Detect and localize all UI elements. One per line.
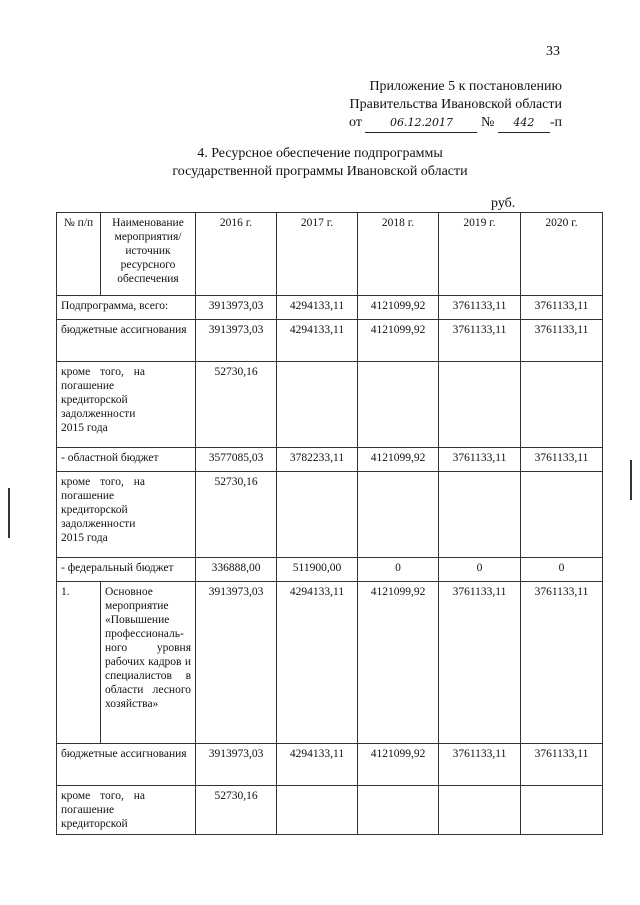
- page-number: 33: [546, 44, 560, 59]
- cell-2018: 4121099,92: [358, 582, 439, 744]
- cell-2020: 3761133,11: [521, 296, 603, 320]
- cell-2020: [521, 786, 603, 835]
- appendix-header: [349, 78, 562, 133]
- section-title-line-1: 4. Ресурсное обеспечение подпрограммы: [197, 146, 443, 161]
- cell-2016: 336888,00: [196, 558, 277, 582]
- row-label: кроме того, на погашение кредиторской задолженности 2015 года: [57, 472, 196, 558]
- table-row: [57, 582, 603, 744]
- table-header-row: [57, 213, 603, 296]
- cell-2016: 3913973,03: [196, 296, 277, 320]
- cell-2018: 4121099,92: [358, 744, 439, 786]
- cell-2018: [358, 786, 439, 835]
- cell-2020: [521, 472, 603, 558]
- appendix-line-1: Приложение 5 к постановлению: [369, 79, 562, 94]
- cell-2019: [439, 786, 521, 835]
- row-label: кроме того, на погашение кредиторской: [57, 786, 196, 835]
- row-label: - областной бюджет: [57, 448, 196, 472]
- cell-2016: 3913973,03: [196, 744, 277, 786]
- cell-2016: 52730,16: [196, 362, 277, 448]
- cell-2016: 3577085,03: [196, 448, 277, 472]
- cell-2017: [277, 786, 358, 835]
- cell-2017: 3782233,11: [277, 448, 358, 472]
- cell-2019: [439, 362, 521, 448]
- table-row: [57, 448, 603, 472]
- cell-2016: 52730,16: [196, 472, 277, 558]
- cell-2018: 4121099,92: [358, 320, 439, 362]
- cell-2016: 52730,16: [196, 786, 277, 835]
- row-label: бюджетные ассигнования: [57, 320, 196, 362]
- table-row: [57, 558, 603, 582]
- cell-2017: 4294133,11: [277, 744, 358, 786]
- cell-2016: 3913973,03: [196, 320, 277, 362]
- row-label: кроме того, на погашение кредиторской задолженности 2015 года: [57, 362, 196, 448]
- scan-mark-right: [630, 460, 632, 500]
- cell-2020: 3761133,11: [521, 582, 603, 744]
- scan-mark-left: [8, 488, 10, 538]
- cell-2020: 3761133,11: [521, 448, 603, 472]
- cell-2017: [277, 362, 358, 448]
- table-row: [57, 786, 603, 835]
- cell-2020: [521, 362, 603, 448]
- table-row: [57, 320, 603, 362]
- cell-2016: 3913973,03: [196, 582, 277, 744]
- cell-2019: 3761133,11: [439, 320, 521, 362]
- header-name: Наименование мероприятия/ источник ресурсного обеспечения: [101, 213, 196, 296]
- row-label: - федеральный бюджет: [57, 558, 196, 582]
- cell-2017: 4294133,11: [277, 320, 358, 362]
- header-2016: 2016 г.: [196, 213, 277, 296]
- resolution-date: 06.12.2017: [365, 114, 477, 133]
- cell-2020: 3761133,11: [521, 744, 603, 786]
- row-label: Основное мероприятие «Повышение профессиональ-ного уровня рабочих кадров и специалистов в области лесного хозяйства»: [101, 582, 196, 744]
- cell-2020: 3761133,11: [521, 320, 603, 362]
- header-2019: 2019 г.: [439, 213, 521, 296]
- from-label: от: [349, 115, 362, 130]
- appendix-line-2: Правительства Ивановской области: [349, 97, 562, 112]
- cell-2019: 3761133,11: [439, 448, 521, 472]
- cell-2019: [439, 472, 521, 558]
- appendix-line-3: [349, 114, 562, 133]
- header-2017: 2017 г.: [277, 213, 358, 296]
- cell-2018: 4121099,92: [358, 448, 439, 472]
- cell-2017: [277, 472, 358, 558]
- section-title: [110, 145, 530, 181]
- cell-2018: 0: [358, 558, 439, 582]
- cell-2019: 0: [439, 558, 521, 582]
- table-row: [57, 472, 603, 558]
- table-row: [57, 362, 603, 448]
- cell-2017: 4294133,11: [277, 582, 358, 744]
- header-num: № п/п: [57, 213, 101, 296]
- cell-2018: [358, 362, 439, 448]
- cell-2017: 511900,00: [277, 558, 358, 582]
- cell-2019: 3761133,11: [439, 744, 521, 786]
- table-row: [57, 296, 603, 320]
- number-suffix: -п: [549, 115, 562, 130]
- unit-label: руб.: [491, 196, 516, 211]
- header-2018: 2018 г.: [358, 213, 439, 296]
- row-number: 1.: [57, 582, 101, 744]
- resolution-number: 442: [498, 114, 550, 133]
- cell-2019: 3761133,11: [439, 296, 521, 320]
- header-2020: 2020 г.: [521, 213, 603, 296]
- table-row: [57, 744, 603, 786]
- cell-2018: 4121099,92: [358, 296, 439, 320]
- cell-2017: 4294133,11: [277, 296, 358, 320]
- resource-table: [56, 212, 603, 835]
- row-label: бюджетные ассигнования: [57, 744, 196, 786]
- number-label: №: [480, 115, 495, 130]
- cell-2019: 3761133,11: [439, 582, 521, 744]
- cell-2020: 0: [521, 558, 603, 582]
- cell-2018: [358, 472, 439, 558]
- row-label: Подпрограмма, всего:: [57, 296, 196, 320]
- section-title-line-2: государственной программы Ивановской области: [172, 164, 468, 179]
